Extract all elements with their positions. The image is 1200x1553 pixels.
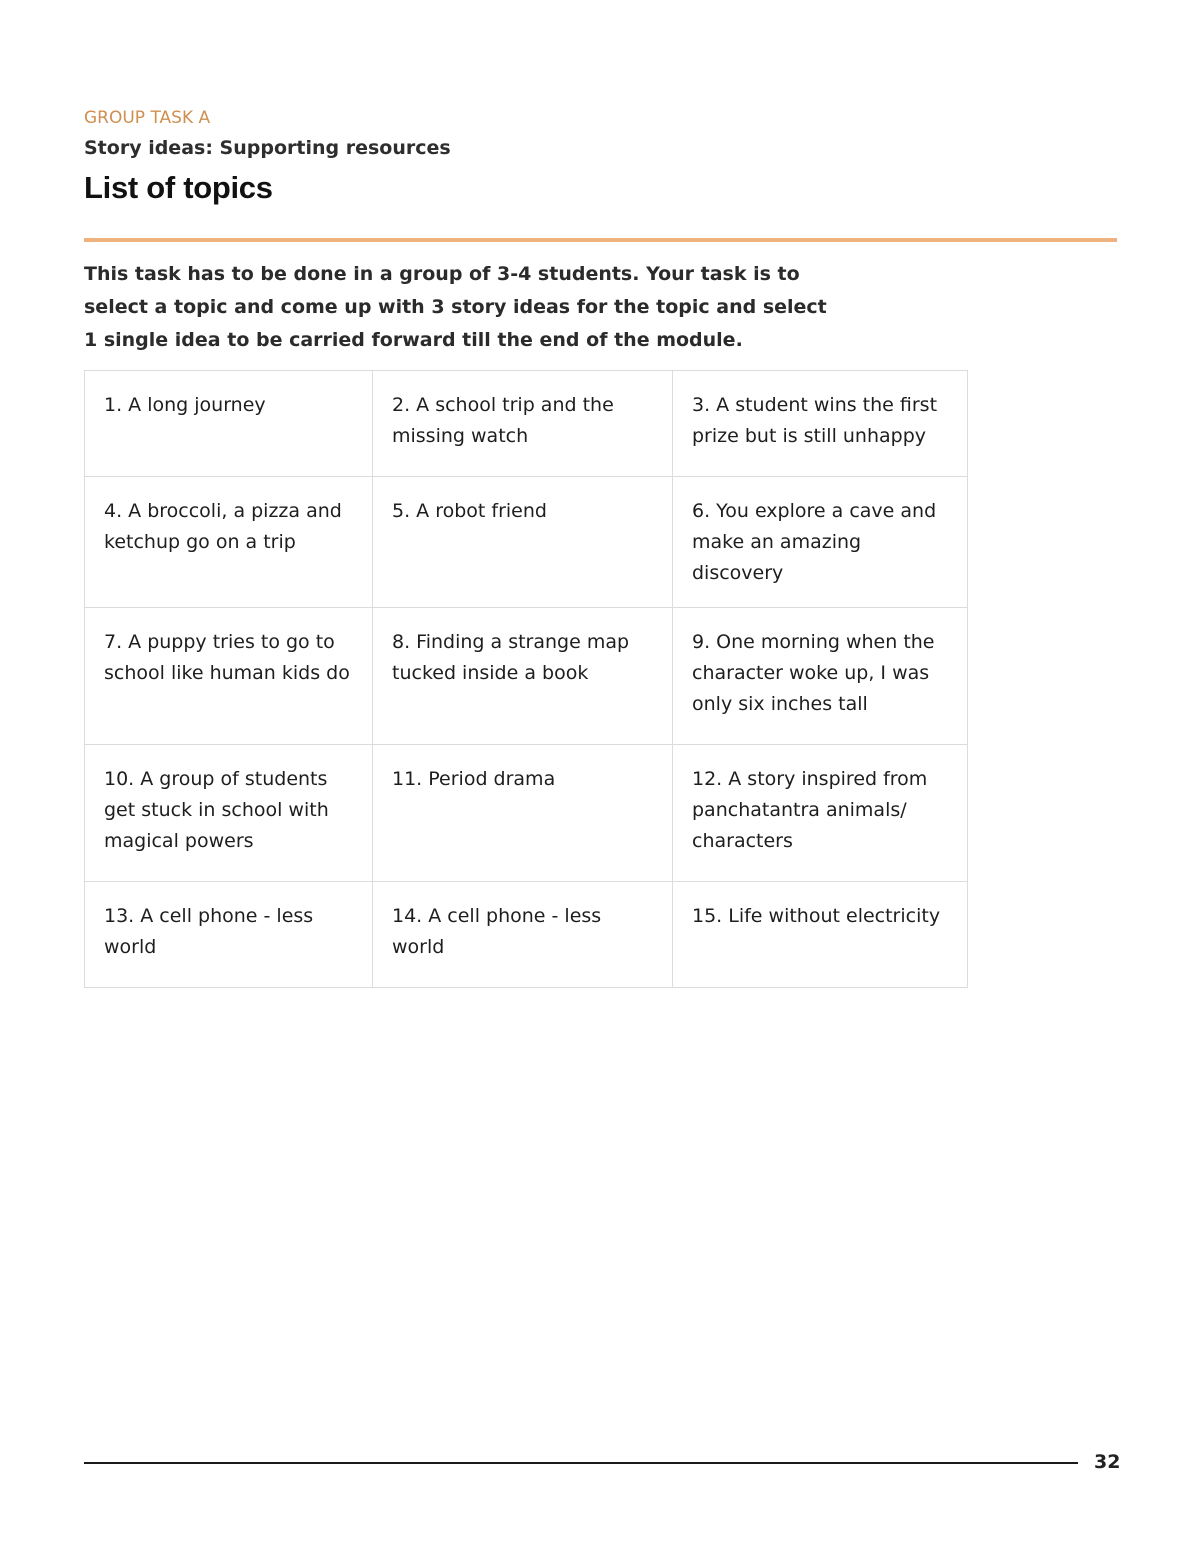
section-kicker: GROUP TASK A bbox=[84, 108, 211, 128]
table-row bbox=[85, 477, 968, 608]
footer-divider bbox=[84, 1462, 1078, 1464]
topic-cell: 3. A student wins the first prize but is still unhappy bbox=[673, 371, 968, 477]
intro-paragraph: This task has to be done in a group of 3-4 students. Your task is to select a topic and come up with 3 story ideas for the topic and select 1 single idea to be carried forward till the end of the module. bbox=[84, 263, 827, 351]
topic-cell: 4. A broccoli, a pizza and ketchup go on a trip bbox=[85, 477, 373, 608]
topic-cell: 1. A long journey bbox=[85, 371, 373, 477]
topic-cell: 5. A robot friend bbox=[373, 477, 673, 608]
page-title: List of topics bbox=[84, 170, 273, 205]
table-row bbox=[85, 608, 968, 745]
table-row bbox=[85, 371, 968, 477]
topic-cell: 6. You explore a cave and make an amazing discovery bbox=[673, 477, 968, 608]
topic-cell: 14. A cell phone - less world bbox=[373, 882, 673, 988]
topic-cell: 15. Life without electricity bbox=[673, 882, 968, 988]
topic-cell: 13. A cell phone - less world bbox=[85, 882, 373, 988]
page-number: 32 bbox=[1094, 1451, 1121, 1473]
topic-cell: 10. A group of students get stuck in school with magical powers bbox=[85, 745, 373, 882]
section-subtitle: Story ideas: Supporting resources bbox=[84, 137, 451, 159]
table-row bbox=[85, 882, 968, 988]
topic-cell: 12. A story inspired from panchatantra animals/ characters bbox=[673, 745, 968, 882]
table-row bbox=[85, 745, 968, 882]
topics-table bbox=[84, 370, 968, 988]
topic-cell: 8. Finding a strange map tucked inside a book bbox=[373, 608, 673, 745]
topic-cell: 7. A puppy tries to go to school like human kids do bbox=[85, 608, 373, 745]
topic-cell: 9. One morning when the character woke up, I was only six inches tall bbox=[673, 608, 968, 745]
accent-divider bbox=[84, 238, 1117, 242]
topic-cell: 11. Period drama bbox=[373, 745, 673, 882]
topic-cell: 2. A school trip and the missing watch bbox=[373, 371, 673, 477]
